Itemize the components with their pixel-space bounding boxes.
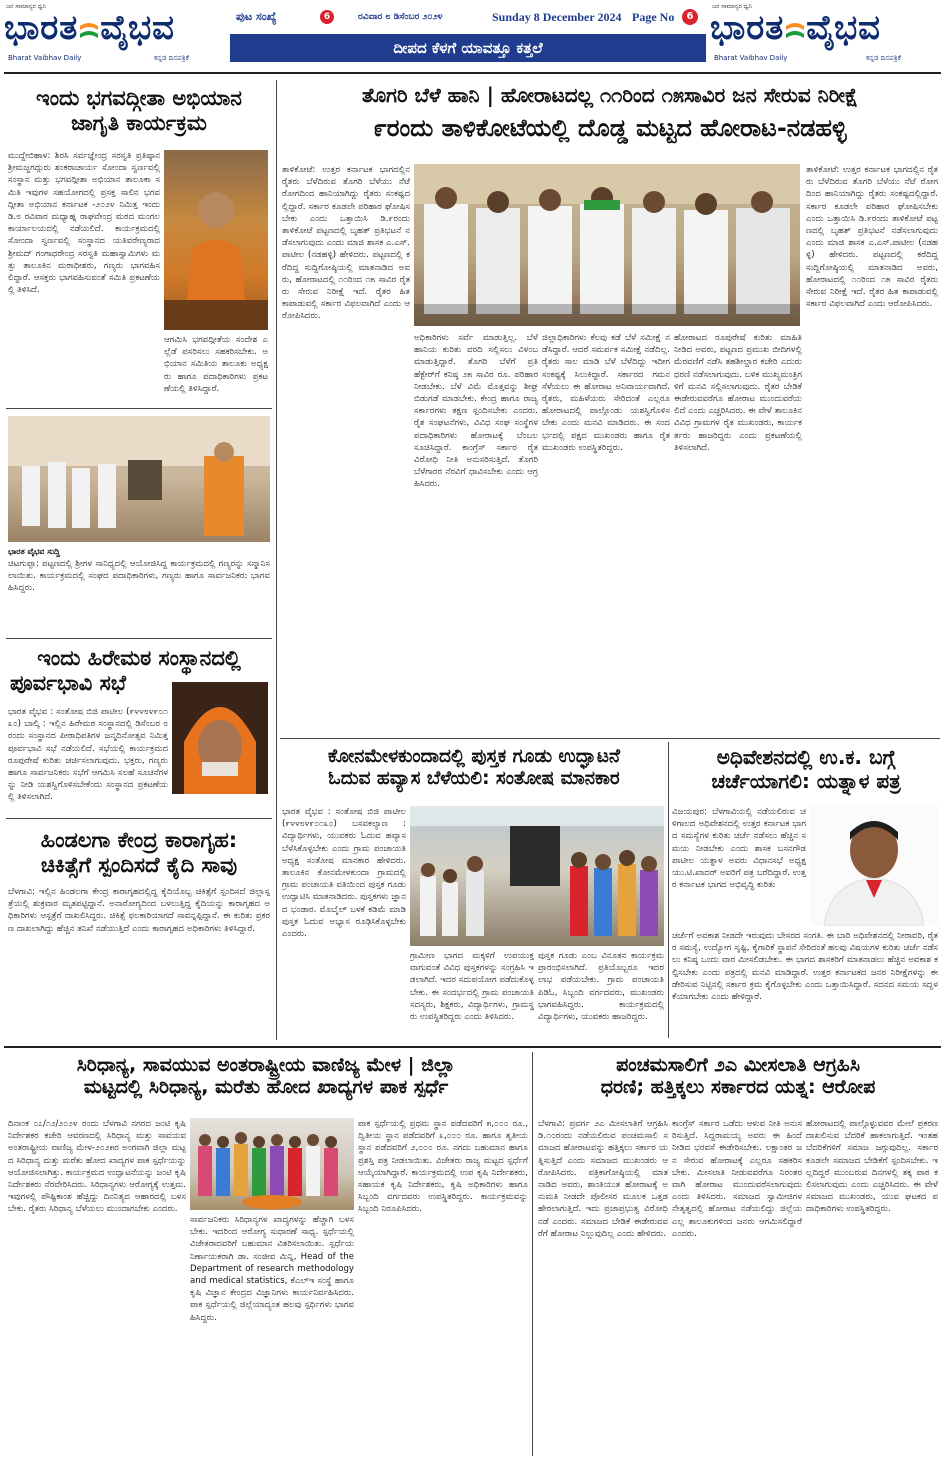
session-body-bottom: ಚರ್ಚೆಗೆ ಅವಕಾಶ ನೀಡದೇ ಇರುವುದು ಬೇಸರದ ಸಂಗತಿ. ಈ ಬಾರಿ ಅಧಿವೇಶನದಲ್ಲಿ ನೀರಾವರಿ, ರೈತರ ಸಮಸ್ಯೆ, ಉದ್ಯೋಗ ಸೃಷ್ಟಿ, ಕೈಗಾರಿಕೆ ಸ್ಥಾಪನೆ ಸೇರಿದಂತೆ ಹಲವು ವಿಷಯಗಳ ಕುರಿತು ಚರ್ಚೆ ನಡೆಸಲು ಕನಿಷ್ಠ ಒಂದು ವಾರ ಮೀಸಲಿಡಬೇಕು. ಈ ಭಾಗದ ಶಾಸಕರಿಗೆ ಮಾತನಾಡಲು ಹೆಚ್ಚಿನ ಅವಕಾಶ ಕಲ್ಪಿಸಬೇಕು ಎಂದು ಪತ್ರದಲ್ಲಿ ಮನವಿ ಮಾಡಿದ್ದಾರೆ. ಉತ್ತರ ಕರ್ನಾಟಕದ ಜನರ ನಿರೀಕ್ಷೆಗಳನ್ನು ಈಡೇರಿಸುವ ನಿಟ್ಟಿನಲ್ಲಿ ಸರ್ಕಾರ ಕ್ರಮ ಕೈಗೊಳ್ಳಬೇಕು ಎಂದು ಒತ್ತಾಯಿಸಿದ್ದಾರೆ. ಸದನದ ಸಮಯ ಸದ್ಬಳಕೆಯಾಗಬೇಕು ಎಂದು ಹೇಳಿದ್ದಾರೆ. <box>672 931 938 1003</box>
felicitation-caption-head: ಭಾರತ ವೈಭವ ಸುದ್ದಿ <box>8 547 60 556</box>
hindalga-headline-line2: ಚಿಕಿತ್ಸೆಗೆ ಸ್ಪಂದಿಸದೆ ಕೈದಿ ಸಾವು <box>40 852 238 877</box>
page-label: Page No <box>632 10 675 24</box>
hiremath-headline-line2: ಪೂರ್ವಭಾವಿ ಸಭೆ <box>10 670 126 695</box>
millets-body-col3: ಪಾಕ ಸ್ಪರ್ಧೆಯಲ್ಲಿ ಪ್ರಥಮ ಸ್ಥಾನ ಪಡೆದವರಿಗೆ ೫,೦೦೦ ರೂ., ದ್ವಿತೀಯ ಸ್ಥಾನ ಪಡೆದವರಿಗೆ ೩,೦೦೦ ರೂ. ಹಾಗೂ ತೃತೀಯ ಸ್ಥಾನ ಪಡೆದವರಿಗೆ ೨,೦೦೦ ರೂ. ನಗದು ಬಹುಮಾನ ಹಾಗೂ ಪ್ರಶಸ್ತಿ ಪತ್ರ ನೀಡಲಾಯಿತು. ವಿಜೇತರು ರಾಜ್ಯ ಮಟ್ಟದ ಸ್ಪರ್ಧೆಗೆ ಆಯ್ಕೆಯಾಗಿದ್ದಾರೆ. ಕಾರ್ಯಕ್ರಮದಲ್ಲಿ ಉಪ ಕೃಷಿ ನಿರ್ದೇಶಕರು, ಸಹಾಯಕ ಕೃಷಿ ನಿರ್ದೇಶಕರು, ಕೃಷಿ ಅಧಿಕಾರಿಗಳು ಹಾಗೂ ಸಿಬ್ಬಂದಿ ವರ್ಗದವರು ಉಪಸ್ಥಿತರಿದ್ದರು. ಕಾರ್ಯಕ್ರಮವನ್ನು ಸಿಬ್ಬಂದಿ ನಿರೂಪಿಸಿದರು. <box>358 1119 528 1215</box>
panchamasali-body-col1: ಬೆಳಗಾವಿ: ಪ್ರವರ್ಗ ೨ಎ ಮೀಸಲಾತಿಗೆ ಆಗ್ರಹಿಸಿ ಡಿ.೧೦ರಂದು ನಡೆಯಲಿರುವ ಪಂಚಮಸಾಲಿ ಸಮಾಜದ ಹೋರಾಟವನ್ನು ಹತ್ತಿಕ್ಕಲು ಸರ್ಕಾರ ಯತ್ನಿಸುತ್ತಿದೆ ಎಂದು ಸಮಾಜದ ಮುಖಂಡರು ಆರೋಪಿಸಿದರು. ಪತ್ರಿಕಾಗೋಷ್ಠಿಯಲ್ಲಿ ಮಾತನಾಡಿದ ಅವರು, ಶಾಂತಿಯುತ ಹೋರಾಟಕ್ಕೆ ಅನುಮತಿ ನೀಡದೇ ಪೊಲೀಸರ ಮೂಲಕ ಒತ್ತಡ ಹೇರಲಾಗುತ್ತಿದೆ. ಇದು ಪ್ರಜಾಪ್ರಭುತ್ವ ವಿರೋಧಿ ನಡೆ ಎಂದರು. ಸಮಾಜದ ಬೇಡಿಕೆ ಈಡೇರುವವರೆಗೆ ಹೋರಾಟ ನಿಲ್ಲುವುದಿಲ್ಲ ಎಂದು ಹೇಳಿದರು. <box>538 1119 668 1239</box>
masthead-logo-right <box>710 10 881 46</box>
seer-portrait <box>172 682 268 794</box>
panchamasali-headline-line2: ಧರಣಿ; ಹತ್ತಿಕ್ಕಲು ಸರ್ಕಾರದ ಯತ್ನ: ಆರೋಪ <box>600 1076 876 1099</box>
library-body-col1: ಭಾರತ ವೈಭವ : ಸಂತೋಷ ಬಿಜಿ ಪಾಟೀಲ (೯೪೪೮೪೯೦೧೩೦) ಬಸವಕಲ್ಯಾಣ : ವಿದ್ಯಾರ್ಥಿಗಳು, ಯುವಕರು ಓದುವ ಹವ್ಯಾಸ ಬೆಳೆಸಿಕೊಳ್ಳಬೇಕು ಎಂದು ಗ್ರಾಮ ಪಂಚಾಯತಿ ಅಧ್ಯಕ್ಷ ಸಂತೋಷ ಮಾನಕಾರ ಹೇಳಿದರು. ತಾಲೂಕಿನ ಕೋನಮೇಳಕುಂದಾ ಗ್ರಾಮದಲ್ಲಿ ಗ್ರಾಮ ಪಂಚಾಯತಿ ವತಿಯಿಂದ ಪುಸ್ತಕ ಗೂಡು ಉದ್ಘಾಟಿಸಿ ಮಾತನಾಡಿದರು. ಪುಸ್ತಕಗಳು ಜ್ಞಾನದ ಭಂಡಾರ. ಮೊಬೈಲ್ ಬಳಕೆ ಕಡಿಮೆ ಮಾಡಿ ಪುಸ್ತಕ ಓದುವ ಅಭ್ಯಾಸ ರೂಢಿಸಿಕೊಳ್ಳಬೇಕು ಎಂದರು. <box>282 807 406 940</box>
swamiji-photo <box>164 150 268 330</box>
panchamasali-body-col2: ಕಾಂಗ್ರೆಸ್ ಸರ್ಕಾರ ಒಡೆದು ಆಳುವ ನೀತಿ ಅನುಸರಿಸುತ್ತಿದೆ. ಸಿದ್ದರಾಮಯ್ಯ ಅವರು ಈ ಹಿಂದೆ ನೀಡಿದ ಭರವಸೆ ಈಡೇರಿಸಬೇಕು. ಲಕ್ಷಾಂತರ ಜನ ಸೇರುವ ಹೋರಾಟಕ್ಕೆ ಎಲ್ಲರೂ ಸಹಕರಿಸಬೇಕು. ಮೀಸಲಾತಿ ನೀಡುವವರೆಗೂ ನಿರಂತರವಾಗಿ ಹೋರಾಟ ಮುಂದುವರೆಸಲಾಗುವುದು ಎಂದು ತಿಳಿಸಿದರು. ಸಮಾಜದ ಸ್ವಾಮೀಜಿಗಳ ನೇತೃತ್ವದಲ್ಲಿ ಹೋರಾಟ ನಡೆಯಲಿದ್ದು ಜಿಲ್ಲೆಯ ಎಲ್ಲ ತಾಲೂಕುಗಳಿಂದ ಜನರು ಆಗಮಿಸಲಿದ್ದಾರೆ ಎಂದರು. <box>672 1119 802 1239</box>
masthead-divider <box>4 72 941 74</box>
hindalga-body: ಬೆಳಗಾವಿ: ಇಲ್ಲಿನ ಹಿಂಡಲಗಾ ಕೇಂದ್ರ ಕಾರಾಗೃಹದಲ್ಲಿದ್ದ ಕೈದಿಯೊಬ್ಬ ಚಿಕಿತ್ಸೆಗೆ ಸ್ಪಂದಿಸದೆ ಜಿಲ್ಲಾಸ್ಪತ್ರೆಯಲ್ಲಿ ಶುಕ್ರವಾರ ಮೃತಪಟ್ಟಿದ್ದಾನೆ. ಅನಾರೋಗ್ಯದಿಂದ ಬಳಲುತ್ತಿದ್ದ ಕೈದಿಯನ್ನು ಕಾರಾಗೃಹದ ಅಧಿಕಾರಿಗಳು ಆಸ್ಪತ್ರೆಗೆ ದಾಖಲಿಸಿದ್ದರು. ಚಿಕಿತ್ಸೆ ಫಲಕಾರಿಯಾಗದೆ ಸಾವನ್ನಪ್ಪಿದ್ದಾನೆ. ಈ ಕುರಿತು ಪ್ರಕರಣ ದಾಖಲಾಗಿದ್ದು ಹೆಚ್ಚಿನ ತನಿಖೆ ನಡೆಯುತ್ತಿದೆ ಎಂದು ಕಾರಾಗೃಹದ ಅಧಿಕಾರಿಗಳು ತಿಳಿಸಿದ್ದಾರೆ. <box>8 887 270 934</box>
togari-press-photo <box>414 164 800 326</box>
session-headline-line1: ಅಧಿವೇಶನದಲ್ಲಿ ಉ.ಕ. ಬಗ್ಗೆ <box>716 745 896 769</box>
english-date: Sunday 8 December 2024 <box>492 10 622 24</box>
togari-body-col2: ಅಧಿಕಾರಿಗಳು ಸರ್ವೆ ಮಾಡುತ್ತಿಲ್ಲ. ಬೆಳೆ ಹಾನಿಯ ಕುರಿತು ವರದಿ ಸಲ್ಲಿಸಲು ವಿಳಂಬ ಮಾಡುತ್ತಿದ್ದಾರೆ. ತೊಗರಿ ಬೆಳೆಗೆ ಪ್ರತಿ ಹೆಕ್ಟೇರ್‌ಗೆ ಕನಿಷ್ಠ ೨೫ ಸಾವಿರ ರೂ. ಪರಿಹಾರ ನೀಡಬೇಕು. ಬೆಳೆ ವಿಮೆ ಮೊತ್ತವನ್ನು ಶೀಘ್ರ ಬಿಡುಗಡೆ ಮಾಡಬೇಕು. ಕೇಂದ್ರ ಹಾಗೂ ರಾಜ್ಯ ಸರ್ಕಾರಗಳು ತಕ್ಷಣ ಸ್ಪಂದಿಸಬೇಕು ಎಂದರು. ರೈತ ಸಂಘಟನೆಗಳು, ವಿವಿಧ ಸಂಘ ಸಂಸ್ಥೆಗಳ ಪದಾಧಿಕಾರಿಗಳು ಹೋರಾಟಕ್ಕೆ ಬೆಂಬಲ ಸೂಚಿಸಿದ್ದಾರೆ. ಕಾಂಗ್ರೆಸ್ ಸರ್ಕಾರ ರೈತ ವಿರೋಧಿ ನೀತಿ ಅನುಸರಿಸುತ್ತಿದೆ. ತೊಗರಿ ಬೆಳೆಗಾರರ ನೆರವಿಗೆ ಧಾವಿಸಬೇಕು ಎಂದು ಆಗ್ರಹಿಸಿದರು. <box>414 333 538 490</box>
page-number: 6 <box>682 9 698 25</box>
felicitation-caption: ಚಿಟಗುಪ್ಪಾ: ಪಟ್ಟಣದಲ್ಲಿ ಶ್ರೀಗಳ ಸಾನಿಧ್ಯದಲ್ಲಿ ಆಯೋಜಿಸಿದ್ದ ಕಾರ್ಯಕ್ರಮದಲ್ಲಿ ಗಣ್ಯರನ್ನು ಸನ್ಮಾನಿಸಲಾಯಿತು. ಕಾರ್ಯಕ್ರಮದಲ್ಲಿ ಸಂಘದ ಪದಾಧಿಕಾರಿಗಳು, ಗಣ್ಯರು ಹಾಗೂ ಸಾರ್ವಜನಿಕರು ಭಾಗವಹಿಸಿದ್ದರು. <box>8 559 270 594</box>
session-headline-line2: ಚರ್ಚೆಯಾಗಲಿ: ಯತ್ನಾಳ ಪತ್ರ <box>711 768 901 793</box>
masthead-title-part1: ಭಾರತ <box>4 8 79 48</box>
library-headline-line2: ಓದುವ ಹವ್ಯಾಸ ಬೆಳೆಯಲಿ: ಸಂತೋಷ ಮಾನಕಾರ <box>328 767 620 789</box>
gita-body: ಮುದ್ದೇಬಿಹಾಳ: ಶಿರಸಿ ಸರ್ವಜ್ಞೇಂದ್ರ ಸರಸ್ವತಿ ಪ್ರತಿಷ್ಠಾನ ಶ್ರೀಮಜ್ಜಗದ್ಗುರು ಶಂಕರಾಚಾರ್ಯ ಸೋಂದಾ ಸ್ವರ್ಣವಲ್ಲಿ ಸಂಸ್ಥಾನ ಮತ್ತು ಭಗವದ್ಗೀತಾ ಅಭಿಯಾನ ತಾಲೂಕಾ ಸಮಿತಿ ಇವುಗಳ ಸಹಯೋಗದಲ್ಲಿ ಪ್ರಸಕ್ತ ಸಾಲಿನ ಭಗವದ್ಗೀತಾ ಅಭಿಯಾನ ಕರ್ನಾಟಕ -೨೦೨೪ ನಿಮಿತ್ತ ಇಂದು ಡಿ.೮ ರವಿವಾರ ಮಧ್ಯಾಹ್ನ ರಾಘವೇಂದ್ರ ಮಠದ ಮಂಗಲ ಕಾರ್ಯಾಲಯದಲ್ಲಿ ನಡೆಯಲಿದೆ. ಕಾರ್ಯಕ್ರಮದಲ್ಲಿ ಸೋಂದಾ ಸ್ವರ್ಣವಲ್ಲಿ ಸಂಸ್ಥಾನದ ಯತಿವರೇಣ್ಯರಾದ ಶ್ರೀಮದ್ ಗಂಗಾಧರೇಂದ್ರ ಸರಸ್ವತಿ ಮಹಾಸ್ವಾಮಿಗಳು ಮತ್ತು ತಾಲೂಕಿನ ಮಠಾಧೀಶರು, ಗಣ್ಯರು ಭಾಗವಹಿಸಲಿದ್ದಾರೆ. ಆಸಕ್ತರು ಭಾಗವಹಿಸುವಂತೆ ಸಮಿತಿ ಪ್ರಕಟಣೆಯಲ್ಲಿ ತಿಳಿಸಿದೆ. <box>8 151 160 296</box>
togari-body-col5: ತಾಳಿಕೋಟೆ: ಉತ್ತರ ಕರ್ನಾಟಕ ಭಾಗದಲ್ಲಿನ ರೈತರು ಬೆಳೆದಿರುವ ತೊಗರಿ ಬೆಳೆಯು ನೆಟೆ ರೋಗದಿಂದ ಹಾನಿಯಾಗಿದ್ದು ರೈತರು ಸಂಕಷ್ಟದಲ್ಲಿದ್ದಾರೆ. ಸರ್ಕಾರ ಕೂಡಲೇ ಪರಿಹಾರ ಘೋಷಿಸಬೇಕು ಎಂದು ಒತ್ತಾಯಿಸಿ ಡಿ.೯ರಂದು ತಾಳಿಕೋಟೆ ಪಟ್ಟಣದಲ್ಲಿ ಬೃಹತ್ ಪ್ರತಿಭಟನೆ ನಡೆಸಲಾಗುವುದು ಎಂದು ಮಾಜಿ ಶಾಸಕ ಎ.ಎಸ್.ಪಾಟೀಲ (ನಡಹಳ್ಳಿ) ಹೇಳಿದರು. ಪಟ್ಟಣದಲ್ಲಿ ಕರೆದಿದ್ದ ಸುದ್ದಿಗೋಷ್ಠಿಯಲ್ಲಿ ಮಾತನಾಡಿದ ಅವರು, ಹೋರಾಟದಲ್ಲಿ ೧೧ರಿಂದ ೧೫ ಸಾವಿರ ರೈತರು ಸೇರುವ ನಿರೀಕ್ಷೆ ಇದೆ. ರೈತರ ಹಿತ ಕಾಪಾಡುವಲ್ಲಿ ಸರ್ಕಾರ ವಿಫಲವಾಗಿದೆ ಎಂದು ಆರೋಪಿಸಿದರು. <box>806 165 938 310</box>
library-photo <box>410 806 664 946</box>
session-body-top: ವಿಜಯಪುರ: ಬೆಳಗಾವಿಯಲ್ಲಿ ನಡೆಯಲಿರುವ ಚಳಿಗಾಲದ ಅಧಿವೇಶನದಲ್ಲಿ ಉತ್ತರ ಕರ್ನಾಟಕ ಭಾಗದ ಸಮಸ್ಯೆಗಳ ಕುರಿತು ಚರ್ಚೆ ನಡೆಸಲು ಹೆಚ್ಚಿನ ಸಮಯ ನೀಡಬೇಕು ಎಂದು ಶಾಸಕ ಬಸನಗೌಡ ಪಾಟೀಲ ಯತ್ನಾಳ ಅವರು ವಿಧಾನಸಭೆ ಅಧ್ಯಕ್ಷ ಯು.ಟಿ.ಖಾದರ್ ಅವರಿಗೆ ಪತ್ರ ಬರೆದಿದ್ದಾರೆ. ಉತ್ತರ ಕರ್ನಾಟಕ ಭಾಗದ ಅಭಿವೃದ್ಧಿ ಕುರಿತು <box>672 807 806 891</box>
millets-photo <box>190 1118 354 1210</box>
togari-headline-line1: ತೊಗರಿ ಬೆಳೆ ಹಾನಿ | ಹೋರಾಟದಲ್ಲ ೧೧ರಿಂದ ೧೫ಸಾವಿರ ಜನ ಸೇರುವ ನಿರೀಕ್ಷೆ <box>362 83 858 107</box>
slogan-text: ದೀಪದ ಕೆಳಗೆ ಯಾವತ್ತೂ ಕತ್ತಲೆ <box>393 39 543 57</box>
masthead-title-part1-right: ಭಾರತ <box>710 8 785 48</box>
millets-headline <box>6 1054 526 1099</box>
flag-icon <box>784 17 806 43</box>
library-headline <box>282 746 666 790</box>
masthead-subtitle-right: Bharat Vaibhav Daily <box>714 54 788 62</box>
hindalga-headline <box>6 828 272 878</box>
felicitation-photo <box>8 416 270 542</box>
masthead-title-part2-right: ವೈಭವ <box>806 8 882 48</box>
column-divider-right <box>668 742 669 1038</box>
session-headline <box>672 746 940 793</box>
column-divider-bottom <box>532 1052 533 1456</box>
masthead-right <box>710 2 941 68</box>
masthead-left-tag: ಜನ ಸಾಮಾನ್ಯರ ಧ್ವನಿ <box>6 3 46 10</box>
gita-photo-caption: ಆಗಮಿಸಿ ಭಗವದ್ಗೀತೆಯ ಸಂದೇಶ ಎಲ್ಲೆಡೆ ಪಸರಿಸಲು ಸಹಕರಿಸಬೇಕು. ಅಭಿಯಾನ ಸಮಿತಿಯ ತಾಲೂಕು ಅಧ್ಯಕ್ಷರು ಹಾಗೂ ಪದಾಧಿಕಾರಿಗಳು ಪ್ರಕಟಣೆಯಲ್ಲಿ ತಿಳಿಸಿದ್ದಾರೆ. <box>164 335 268 394</box>
masthead-right-sub: ಕನ್ನಡ ದಿನಪತ್ರಿಕೆ <box>154 54 190 62</box>
library-body-col2: ಗ್ರಾಮೀಣ ಭಾಗದ ಮಕ್ಕಳಿಗೆ ಉಪಯುಕ್ತವಾಗುವಂತೆ ವಿವಿಧ ಪುಸ್ತಕಗಳನ್ನು ಸಂಗ್ರಹಿಸಿ ಇಡಲಾಗಿದೆ. ಇದರ ಸದುಪಯೋಗ ಪಡೆದುಕೊಳ್ಳಬೇಕು. ಈ ಸಂದರ್ಭದಲ್ಲಿ ಗ್ರಾಮ ಪಂಚಾಯತಿ ಸದಸ್ಯರು, ಶಿಕ್ಷಕರು, ವಿದ್ಯಾರ್ಥಿಗಳು, ಗ್ರಾಮಸ್ಥರು ಉಪಸ್ಥಿತರಿದ್ದರು ಎಂದು ತಿಳಿಸಿದರು. <box>410 951 534 1023</box>
togari-headline <box>282 84 938 142</box>
millets-headline-line1: ಸಿರಿಧಾನ್ಯ, ಸಾವಯುವ ಅಂತರಾಷ್ಟ್ರೀಯ ವಾಣಿಜ್ಯ ಮೇಳ | ಜಿಲ್ಲಾ <box>76 1054 456 1076</box>
togari-body-col1: ತಾಳಿಕೋಟೆ: ಉತ್ತರ ಕರ್ನಾಟಕ ಭಾಗದಲ್ಲಿನ ರೈತರು ಬೆಳೆದಿರುವ ತೊಗರಿ ಬೆಳೆಯು ನೆಟೆ ರೋಗದಿಂದ ಹಾನಿಯಾಗಿದ್ದು ರೈತರು ಸಂಕಷ್ಟದಲ್ಲಿದ್ದಾರೆ. ಸರ್ಕಾರ ಕೂಡಲೇ ಪರಿಹಾರ ಘೋಷಿಸಬೇಕು ಎಂದು ಒತ್ತಾಯಿಸಿ ಡಿ.೯ರಂದು ತಾಳಿಕೋಟೆ ಪಟ್ಟಣದಲ್ಲಿ ಬೃಹತ್ ಪ್ರತಿಭಟನೆ ನಡೆಸಲಾಗುವುದು ಎಂದು ಮಾಜಿ ಶಾಸಕ ಎ.ಎಸ್.ಪಾಟೀಲ (ನಡಹಳ್ಳಿ) ಹೇಳಿದರು. ಪಟ್ಟಣದಲ್ಲಿ ಕರೆದಿದ್ದ ಸುದ್ದಿಗೋಷ್ಠಿಯಲ್ಲಿ ಮಾತನಾಡಿದ ಅವರು, ಹೋರಾಟದಲ್ಲಿ ೧೧ರಿಂದ ೧೫ ಸಾವಿರ ರೈತರು ಸೇರುವ ನಿರೀಕ್ಷೆ ಇದೆ. ರೈತರ ಹಿತ ಕಾಪಾಡುವಲ್ಲಿ ಸರ್ಕಾರ ವಿಫಲವಾಗಿದೆ ಎಂದು ಆರೋಪಿಸಿದರು. <box>282 165 410 322</box>
divider-left-2 <box>6 638 272 639</box>
panchamasali-headline-line1: ಪಂಚಮಸಾಲಿಗೆ ೨ಎ ಮೀಸಲಾತಿ ಆಗ್ರಹಿಸಿ <box>616 1054 860 1076</box>
divider-left-3 <box>6 818 272 819</box>
millets-body-col1: ದಿನಾಂಕ ೦೭/೧೨/೨೦೨೪ ರಂದು ಬೆಳಗಾವಿ ನಗರದ ಜಂಟಿ ಕೃಷಿ ನಿರ್ದೇಶಕರ ಕಚೇರಿ ಆವರಣದಲ್ಲಿ ಸಿರಿಧಾನ್ಯ ಮತ್ತು ಸಾವಯವ ಅಂತರಾಷ್ಟ್ರೀಯ ವಾಣಿಜ್ಯ ಮೇಳ-೨೦೨೫ರ ಅಂಗವಾಗಿ ಜಿಲ್ಲಾ ಮಟ್ಟದ ಸಿರಿಧಾನ್ಯ ಮತ್ತು ಮರೆತು ಹೋದ ಖಾದ್ಯಗಳ ಪಾಕ ಸ್ಪರ್ಧೆಯನ್ನು ಆಯೋಜಿಸಲಾಗಿತ್ತು. ಕಾರ್ಯಕ್ರಮದ ಉದ್ಘಾಟನೆಯನ್ನು ಜಂಟಿ ಕೃಷಿ ನಿರ್ದೇಶಕರು ನೆರವೇರಿಸಿದರು. ಸಿರಿಧಾನ್ಯಗಳು ಆರೋಗ್ಯಕ್ಕೆ ಉತ್ತಮ. ಇವುಗಳಲ್ಲಿ ಪೌಷ್ಟಿಕಾಂಶ ಹೆಚ್ಚಿದ್ದು ದಿನನಿತ್ಯದ ಆಹಾರದಲ್ಲಿ ಬಳಸಬೇಕು. ರೈತರು ಸಿರಿಧಾನ್ಯ ಬೆಳೆಯಲು ಮುಂದಾಗಬೇಕು ಎಂದರು. <box>8 1119 186 1215</box>
library-headline-line1: ಕೋನಮೇಳಕುಂದಾದಲ್ಲಿ ಪುಸ್ತಕ ಗೂಡು ಉದ್ಘಾಟನೆ <box>327 746 621 767</box>
divider-left-1 <box>6 408 272 409</box>
kannada-date: ರವಿವಾರ ೮ ಡಿಸೆಂಬರ ೨೦೨೪ <box>358 12 443 22</box>
issue-label: ಪುಟ ಸಂಖ್ಯೆ <box>236 10 277 23</box>
panchamasali-body-col3: ಹೋರಾಟದಲ್ಲಿ ಪಾಲ್ಗೊಳ್ಳುವವರ ಮೇಲೆ ಪ್ರಕರಣ ದಾಖಲಿಸುವ ಬೆದರಿಕೆ ಹಾಕಲಾಗುತ್ತಿದೆ. ಇಂತಹ ಬೆದರಿಕೆಗಳಿಗೆ ಸಮಾಜ ಜಗ್ಗುವುದಿಲ್ಲ. ಸರ್ಕಾರ ಕೂಡಲೇ ಸಮಾಜದ ಬೇಡಿಕೆಗೆ ಸ್ಪಂದಿಸಬೇಕು. ಇಲ್ಲದಿದ್ದರೆ ಮುಂಬರುವ ದಿನಗಳಲ್ಲಿ ತಕ್ಕ ಪಾಠ ಕಲಿಸಲಾಗುವುದು ಎಂದು ಎಚ್ಚರಿಸಿದರು. ಈ ವೇಳೆ ಸಮಾಜದ ಮುಖಂಡರು, ಯುವ ಘಟಕದ ಪದಾಧಿಕಾರಿಗಳು ಉಪಸ್ಥಿತರಿದ್ದರು. <box>806 1119 938 1215</box>
masthead-subtitle: Bharat Vaibhav Daily <box>8 54 82 62</box>
flag-icon <box>78 17 100 43</box>
hiremath-body: ಭಾರತ ವೈಭವ : ಸಂತೋಷ ಬಿಜಿ ಪಾಟೀಲ (೯೪೪೮೪೯೦೧೩೦) ಬಾಲ್ಕಿ : ಇಲ್ಲಿನ ಹಿರೇಮಠ ಸಂಸ್ಥಾನದಲ್ಲಿ ಡಿಸೆಂಬರ ೮ರಂದು ಸಂಸ್ಥಾನದ ಪೀಠಾಧಿಪತಿಗಳ ಜನ್ಮದಿನೋತ್ಸವ ನಿಮಿತ್ತ ಪೂರ್ವಭಾವಿ ಸಭೆ ನಡೆಯಲಿದೆ. ಸಭೆಯಲ್ಲಿ ಕಾರ್ಯಕ್ರಮದ ರೂಪುರೇಷೆ ಕುರಿತು ಚರ್ಚಿಸಲಾಗುವುದು. ಭಕ್ತರು, ಗಣ್ಯರು ಹಾಗೂ ಸಾರ್ವಜನಿಕರು ಸಭೆಗೆ ಆಗಮಿಸಿ ಸಲಹೆ ಸೂಚನೆಗಳನ್ನು ನೀಡಿ ಯಶಸ್ವಿಗೊಳಿಸಬೇಕೆಂದು ಸಂಸ್ಥಾನದ ಪ್ರಕಟಣೆಯಲ್ಲಿ ತಿಳಿಸಲಾಗಿದೆ. <box>8 707 168 803</box>
togari-body-col3: ಜಿಲ್ಲಾಧಿಕಾರಿಗಳು ಕೆಲವು ಕಡೆ ಬೆಳೆ ಸಮೀಕ್ಷೆ ನಡೆಸಿದ್ದಾರೆ. ಆದರೆ ಸಮರ್ಪಕ ಸಮೀಕ್ಷೆ ನಡೆದಿಲ್ಲ. ರೈತರು ಸಾಲ ಮಾಡಿ ಬೆಳೆ ಬೆಳೆದಿದ್ದು ಇದೀಗ ಸಂಕಷ್ಟಕ್ಕೆ ಸಿಲುಕಿದ್ದಾರೆ. ಸರ್ಕಾರದ ಗಮನ ಸೆಳೆಯಲು ಈ ಹೋರಾಟ ಅನಿವಾರ್ಯವಾಗಿದೆ. ರೈತರು, ಮಹಿಳೆಯರು ಸೇರಿದಂತೆ ಎಲ್ಲರೂ ಹೋರಾಟದಲ್ಲಿ ಪಾಲ್ಗೊಂಡು ಯಶಸ್ವಿಗೊಳಿಸಬೇಕು ಎಂದು ಮನವಿ ಮಾಡಿದರು. ಈ ಸಂದರ್ಭದಲ್ಲಿ ಪಕ್ಷದ ಮುಖಂಡರು ಹಾಗೂ ರೈತ ಮುಖಂಡರು ಉಪಸ್ಥಿತರಿದ್ದರು. <box>542 333 670 453</box>
column-divider-left <box>276 80 277 1040</box>
library-body-col3: ಪುಸ್ತಕ ಗೂಡು ಎಂಬ ವಿನೂತನ ಕಾರ್ಯಕ್ರಮ ಪ್ರಾರಂಭಿಸಲಾಗಿದೆ. ಪ್ರತಿಯೊಬ್ಬರೂ ಇದರ ಲಾಭ ಪಡೆಯಬೇಕು. ಗ್ರಾಮ ಪಂಚಾಯತಿ ಪಿಡಿಓ, ಸಿಬ್ಬಂದಿ ವರ್ಗದವರು, ಮುಖಂಡರು ಭಾಗವಹಿಸಿದ್ದರು. ಕಾರ್ಯಕ್ರಮದಲ್ಲಿ ವಿದ್ಯಾರ್ಥಿಗಳು, ಯುವಕರು ಹಾಜರಿದ್ದರು. <box>538 951 664 1023</box>
masthead-title-part2: ವೈಭವ <box>100 8 176 48</box>
millets-headline-line2: ಮಟ್ಟದಲ್ಲಿ ಸಿರಿಧಾನ್ಯ, ಮರೆತು ಹೋದ ಖಾದ್ಯಗಳ ಪಾಕ ಸ್ಪರ್ಧೆ <box>83 1076 449 1099</box>
hindalga-headline-line1: ಹಿಂಡಲಗಾ ಕೇಂದ್ರ ಕಾರಾಗೃಹ: <box>40 828 238 852</box>
hiremath-headline-line1: ಇಂದು ಹಿರೇಮಠ ಸಂಸ್ಥಾನದಲ್ಲಿ <box>37 646 241 670</box>
masthead-logo-left <box>4 10 175 46</box>
yatnal-portrait <box>810 806 938 926</box>
millets-body-col2: ಸಾರ್ವಜನಿಕರು ಸಿರಿಧಾನ್ಯಗಳ ಖಾದ್ಯಗಳನ್ನು ಹೆಚ್ಚಾಗಿ ಬಳಸಬೇಕು. ಇದರಿಂದ ಆರೋಗ್ಯ ಸುಧಾರಣೆ ಸಾಧ್ಯ. ಸ್ಪರ್ಧೆಯಲ್ಲಿ ವಿಜೇತರಾದವರಿಗೆ ಬಹುಮಾನ ವಿತರಿಸಲಾಯಿತು. ಸ್ಪರ್ಧೆಯ ನಿರ್ಣಾಯಕರಾಗಿ ಡಾ. ಸಂಜೀವ ಮಿನ್ನಿ, Head of the Department of research methodology and medical statistics, ಕೆಎಲ್ಇ ಸಂಸ್ಥೆ ಹಾಗೂ ಕೃಷಿ ವಿಜ್ಞಾನ ಕೇಂದ್ರದ ವಿಜ್ಞಾನಿಗಳು ಕಾರ್ಯನಿರ್ವಹಿಸಿದರು. ಪಾಕ ಸ್ಪರ್ಧೆಯಲ್ಲಿ ಜಿಲ್ಲೆಯಾದ್ಯಂತ ಹಲವು ಸ್ಪರ್ಧಿಗಳು ಭಾಗವಹಿಸಿದ್ದರು. <box>190 1215 354 1323</box>
masthead-left <box>4 2 226 68</box>
togari-body-col4: ಹೋರಾಟದ ರೂಪುರೇಷೆ ಕುರಿತು ಮಾಹಿತಿ ನೀಡಿದ ಅವರು, ಪಟ್ಟಣದ ಪ್ರಮುಖ ಬೀದಿಗಳಲ್ಲಿ ಮೆರವಣಿಗೆ ನಡೆಸಿ ತಹಶೀಲ್ದಾರ ಕಚೇರಿ ಎದುರು ಧರಣಿ ನಡೆಸಲಾಗುವುದು. ಬಳಿಕ ಮುಖ್ಯಮಂತ್ರಿಗಳಿಗೆ ಮನವಿ ಸಲ್ಲಿಸಲಾಗುವುದು. ರೈತರ ಬೇಡಿಕೆ ಈಡೇರುವವರೆಗೂ ಹೋರಾಟ ಮುಂದುವರೆಯಲಿದೆ ಎಂದು ಎಚ್ಚರಿಸಿದರು. ಈ ವೇಳೆ ತಾಲೂಕಿನ ವಿವಿಧ ಗ್ರಾಮಗಳ ರೈತ ಮುಖಂಡರು, ಕಾರ್ಯಕರ್ತರು ಹಾಜರಿದ್ದರು ಎಂದು ಪ್ರಕಟಣೆಯಲ್ಲಿ ತಿಳಿಸಲಾಗಿದೆ. <box>674 333 802 453</box>
gita-headline-line1: ಇಂದು ಭಗವದ್ಗೀತಾ ಅಭಿಯಾನ <box>36 86 242 110</box>
masthead-right-sub-2: ಕನ್ನಡ ದಿನಪತ್ರಿಕೆ <box>866 54 902 62</box>
divider-main-2 <box>4 1046 941 1048</box>
divider-main-1 <box>280 738 940 739</box>
gita-headline-line2: ಜಾಗೃತಿ ಕಾರ್ಯಕ್ರಮ <box>71 110 207 135</box>
masthead-center <box>230 4 706 64</box>
slogan-bar <box>230 34 706 62</box>
gita-headline <box>6 86 272 136</box>
issue-info-row <box>230 4 706 30</box>
panchamasali-headline <box>536 1054 940 1099</box>
issue-number: 6 <box>320 10 334 24</box>
togari-headline-line2: ೯ರಂದು ತಾಳಿಕೋಟೆಯಲ್ಲಿ ದೊಡ್ಡ ಮಟ್ಟದ ಹೋರಾಟ-ನಡಹಳ್ಳಿ <box>373 113 847 142</box>
masthead-right-tag: ಜನ ಸಾಮಾನ್ಯರ ಧ್ವನಿ <box>712 3 752 10</box>
